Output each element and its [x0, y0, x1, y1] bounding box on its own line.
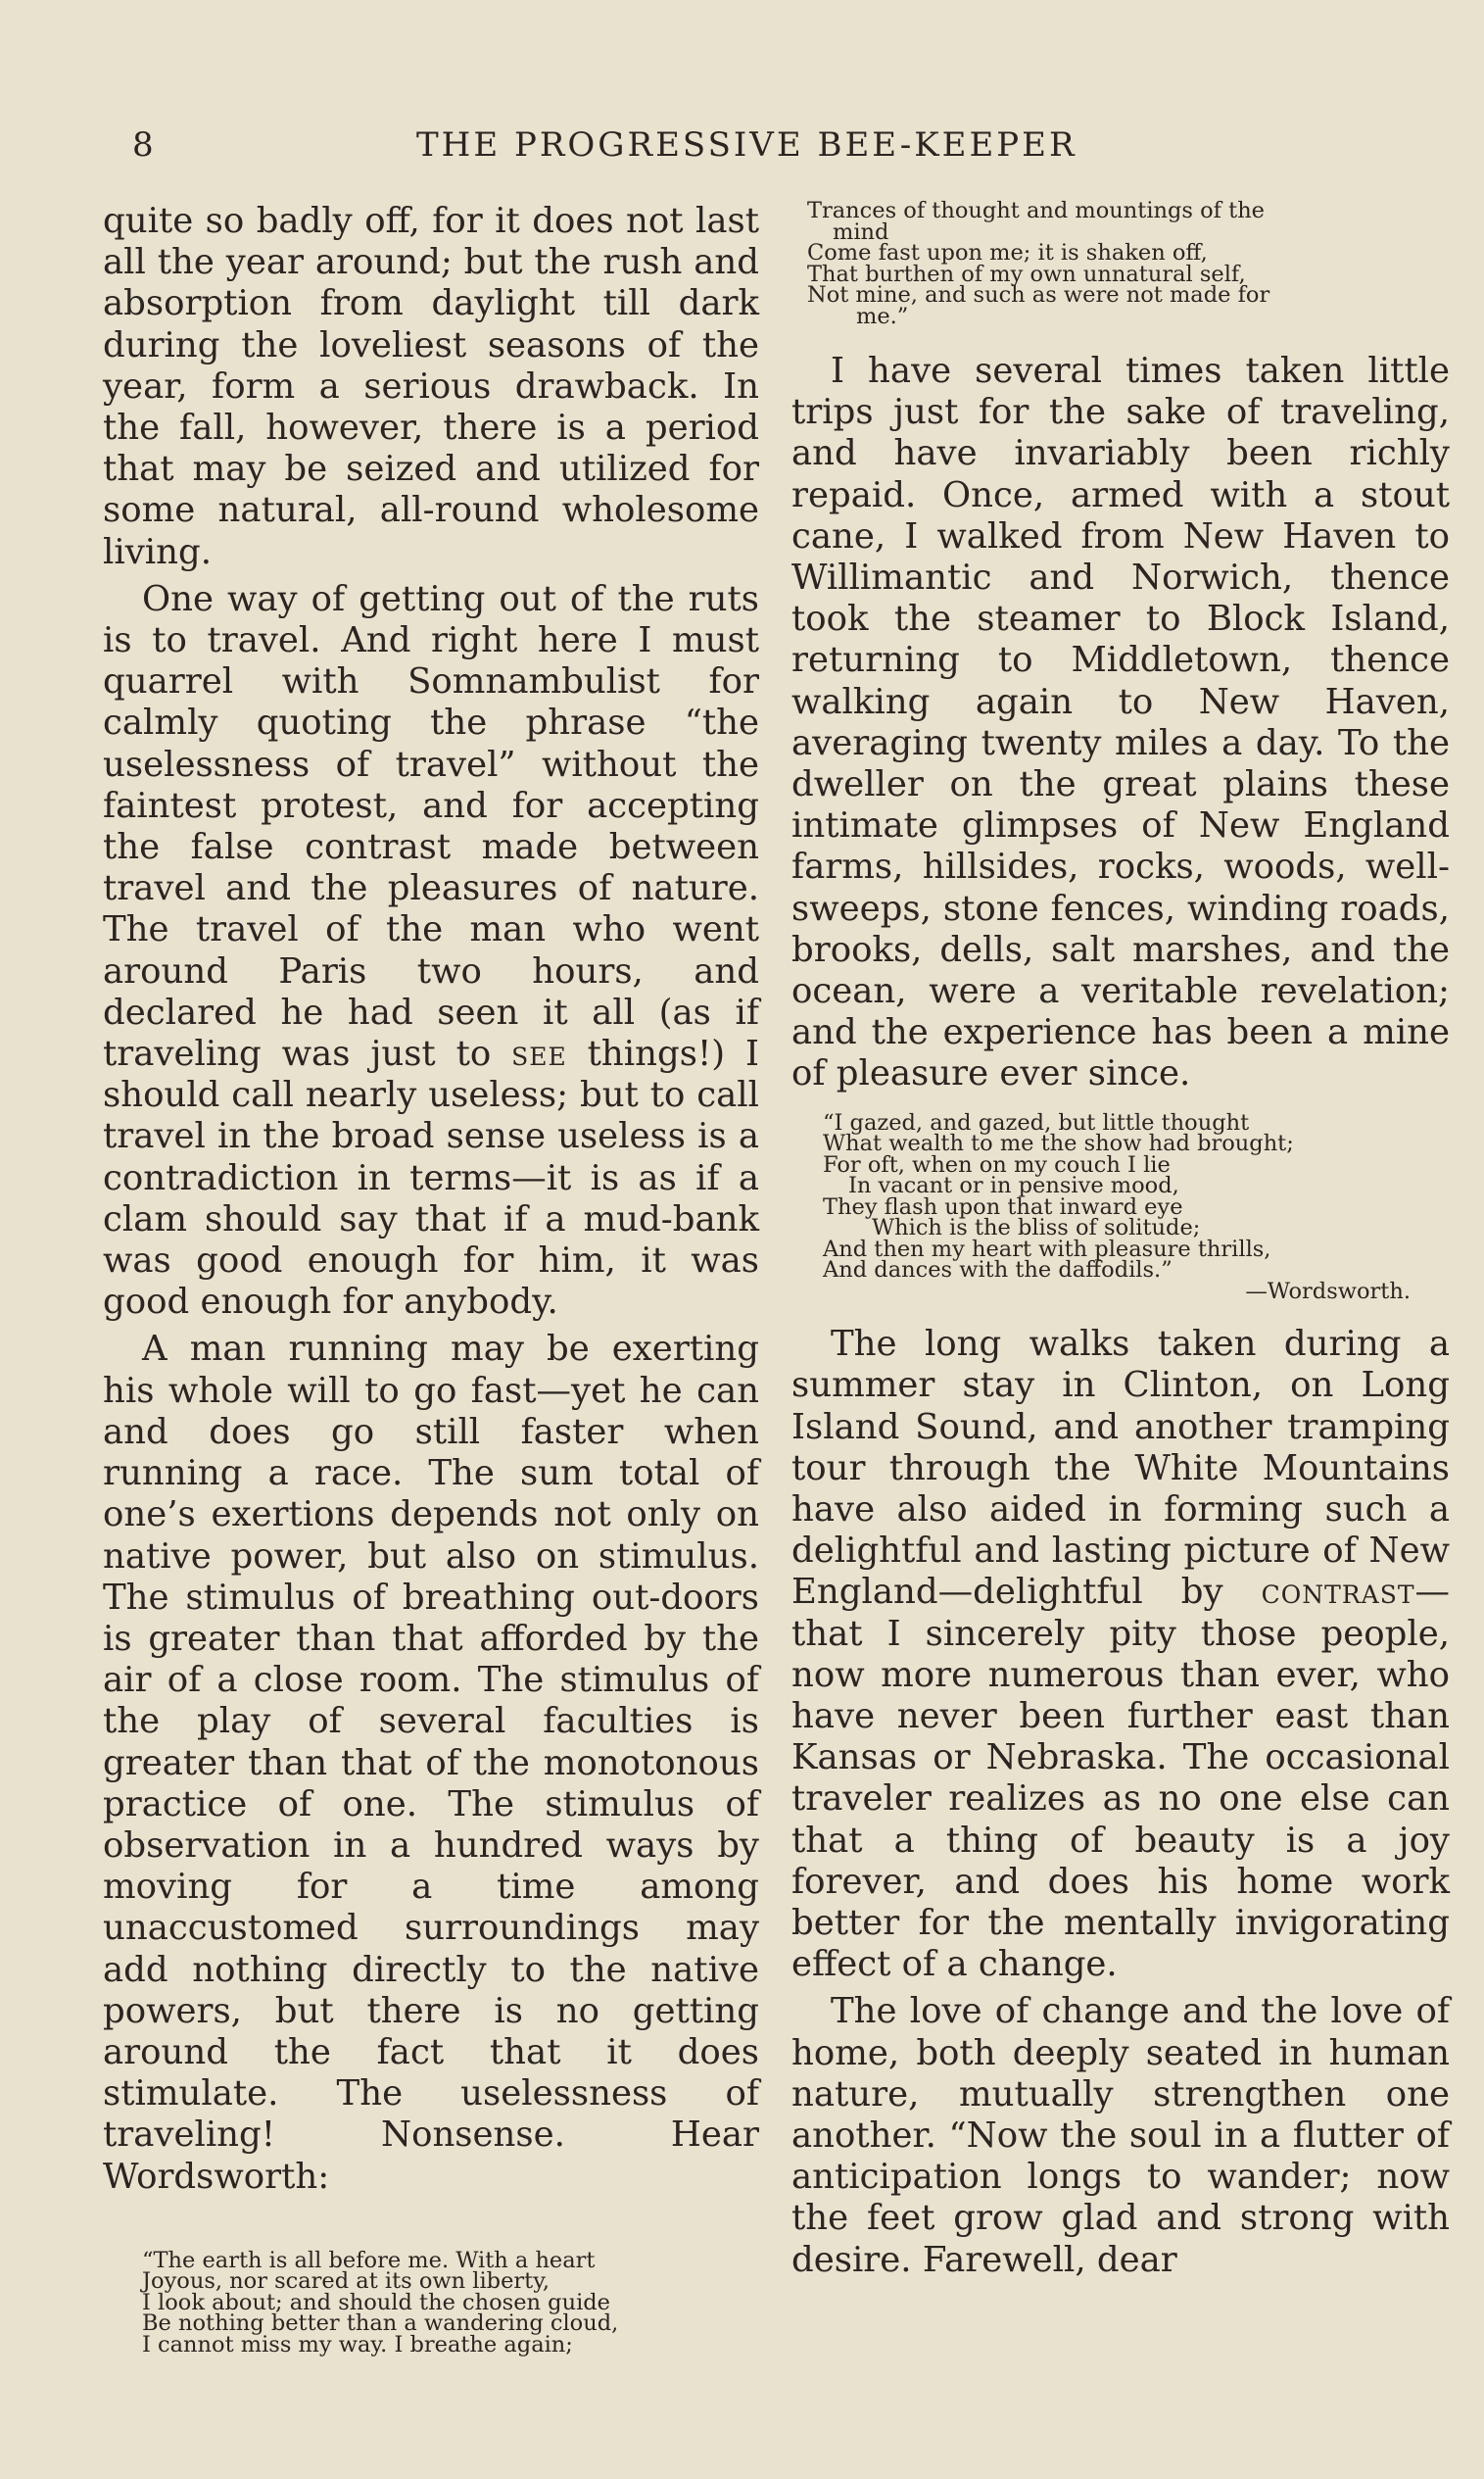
paragraph [791, 1324, 1450, 1985]
poem-quote [142, 2247, 759, 2357]
poem-quote [823, 1109, 1450, 1304]
poem-line: Not mine, and such as were not made for [807, 282, 1270, 308]
poem-line: That burthen of my own unnatural self, [807, 261, 1246, 287]
poem-line: Which is the bliss of solitude; [872, 1215, 1201, 1241]
poem-line: Be nothing better than a wandering cloud, [142, 2310, 619, 2337]
poem-line: Come fast upon me; it is shaken off, [807, 240, 1208, 266]
page-number: 8 [132, 125, 155, 165]
poem-line: In vacant or in pensive mood, [848, 1173, 1179, 1199]
left-column [103, 201, 759, 2356]
paragraph: I have several times taken little trips just for the sake of traveling, and have invariably been richly repaid. Once, armed with a stout cane, I walked from New Haven to Willimantic and Norwich, thence took the steamer to Block Island, returning to Middletown, thence walking again to New Haven, averaging twenty miles a day. To the dweller on the great plains these intimate glimpses of New England farms, hillsides, rocks, woods, well-sweeps, stone fences, winding roads, brooks, dells, salt marshes, and the ocean, were a veritable revelation; and the experience has been a mine of pleasure ever since. [791, 351, 1450, 1094]
small-caps-word: see [511, 1034, 567, 1075]
running-title: THE PROGRESSIVE BEE-KEEPER [416, 125, 1077, 165]
poem-line: “The earth is all before me. With a heart [142, 2247, 596, 2273]
poem-line: me.” [856, 303, 909, 329]
paragraph: The love of change and the love of home, both deeply seated in human nature, mutually strengthen one another. “Now the soul in a flutter of anticipation longs to wander; now the feet grow glad and strong with desire. Farewell, dear [791, 1991, 1450, 2280]
poem-line: I cannot miss my way. I breathe again; [142, 2331, 573, 2357]
small-caps-word: contrast [1261, 1572, 1415, 1613]
poem-line: “I gazed, and gazed, but little thought [823, 1109, 1250, 1136]
poem-line: What wealth to me the show had brought; [823, 1131, 1294, 1157]
paragraph-text: The long walks taken during a summer stay in Clinton, on Long Island Sound, and another tramping tour through the White Mountains have also aided in forming such a delightful and lasting picture of New England—delightful by [791, 1324, 1450, 1613]
poem-line: For oft, when on my couch I lie [823, 1151, 1171, 1178]
paragraph: A man running may be exerting his whole will to go fast—yet he can and does go still faster when running a race. The sum total of one’s exertions depends not only on native power, but also on stimulus. The stimulus of breathing out-doors is greater than that afforded by the air of a close room. The stimulus of the play of several faculties is greater than that of the monotonous practice of one. The stimulus of observation in a hundred ways by moving for a time among unaccustomed surroundings may add nothing directly to the native powers, but there is no getting around the fact that it does stimulate. The uselessness of traveling! Nonsense. Hear Wordsworth: [103, 1329, 759, 2197]
poem-line: I look about; and should the chosen guide [142, 2289, 610, 2315]
poem-line: And dances with the daffodils.” [823, 1257, 1173, 1284]
paragraph-text: things!) I should call nearly useless; but to call travel in the broad sense useless is a contradiction in terms—it is as if a clam should say that if a mud-bank was good enough for him, it was good enough for anybody. [103, 1034, 759, 1323]
paragraph [103, 579, 759, 1324]
right-column [791, 198, 1450, 2287]
poem-line: Trances of thought and mountings of the [807, 198, 1265, 223]
poem-line: They flash upon that inward eye [823, 1193, 1183, 1220]
poem-line: Joyous, nor scared at its own liberty, [142, 2268, 551, 2295]
poem-line: mind [833, 219, 889, 245]
page-header [0, 125, 1484, 174]
paragraph: quite so badly off, for it does not last all the year around; but the rush and absorption from daylight till dark during the loveliest seasons of the year, form a serious drawback. In the fall, however, there is a period that may be seized and utilized for some natural, all-round wholesome living. [103, 201, 759, 572]
poem-line: And then my heart with pleasure thrills, [823, 1236, 1271, 1262]
paragraph-text: One way of getting out of the ruts is to travel. And right here I must quarrel with Somnambulist for calmly quoting the phrase “the uselessness of travel” without the faintest protest, and for accepting the false contrast made between travel and the pleasures of nature. The travel of the man who went around Paris two hours, and declared he had seen it all (as if traveling was just to [103, 578, 759, 1075]
poem-quote [807, 198, 1450, 329]
paragraph-text: —that I sincerely pity those people, now more numerous than ever, who have never been further east than Kansas or Nebraska. The occasional traveler realizes as no one else can that a thing of beauty is a joy forever, and does his home work better for the mentally invigorating effect of a change. [791, 1572, 1450, 1985]
quote-attribution: —Wordsworth. [1245, 1278, 1411, 1304]
